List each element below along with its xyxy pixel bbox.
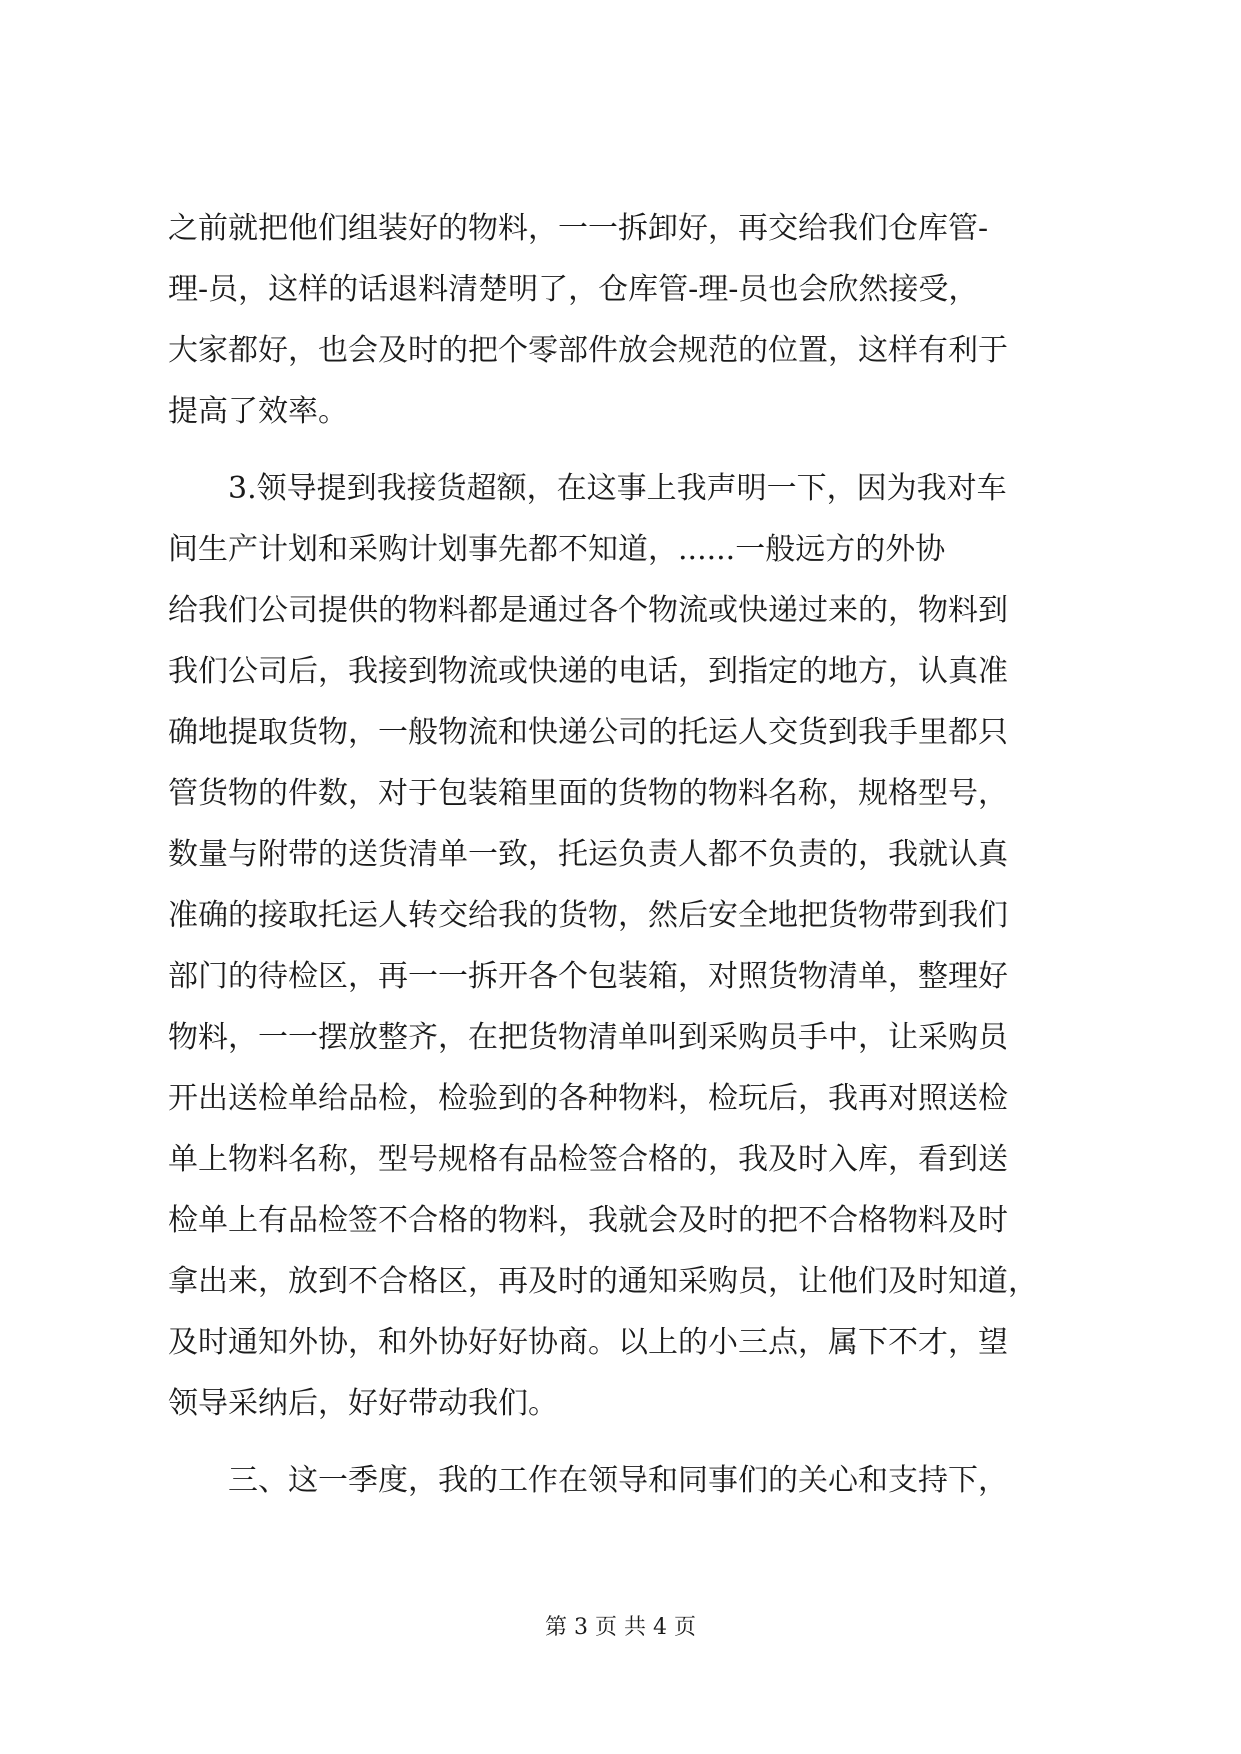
text-line: 检单上有品检签不合格的物料，我就会及时的把不合格物料及时 xyxy=(168,1203,1008,1238)
text-line: 管货物的件数，对于包装箱里面的货物的物料名称，规格型号， xyxy=(168,776,1008,811)
text-line: 物料，一一摆放整齐，在把货物清单叫到采购员手中，让采购员 xyxy=(168,1020,1008,1055)
text-line: 数量与附带的送货清单一致，托运负责人都不负责的，我就认真 xyxy=(168,837,1008,872)
text-line: 拿出来，放到不合格区，再及时的通知采购员，让他们及时知道， xyxy=(168,1264,1038,1299)
text-line: 单上物料名称，型号规格有品检签合格的，我及时入库，看到送 xyxy=(168,1142,1008,1177)
text-line: 及时通知外协，和外协好好协商。以上的小三点，属下不才，望 xyxy=(168,1325,1008,1360)
text-line: 之前就把他们组装好的物料，一一拆卸好，再交给我们仓库管- xyxy=(168,211,989,246)
text-line: 领导采纳后，好好带动我们。 xyxy=(168,1386,558,1421)
text-line: 部门的待检区，再一一拆开各个包装箱，对照货物清单，整理好 xyxy=(168,959,1008,994)
text-line: 我们公司后，我接到物流或快递的电话，到指定的地方，认真准 xyxy=(168,654,1008,689)
text-line: 开出送检单给品检，检验到的各种物料，检玩后，我再对照送检 xyxy=(168,1081,1008,1116)
text-line: 准确的接取托运人转交给我的货物，然后安全地把货物带到我们 xyxy=(168,898,1008,933)
paragraph-first-line: 3.领导提到我接货超额，在这事上我声明一下，因为我对车 xyxy=(228,471,1007,506)
page-number: 第 3 页 共 4 页 xyxy=(545,1615,696,1640)
document-body xyxy=(168,198,1088,1511)
text-line: 大家都好，也会及时的把个零部件放会规范的位置，这样有利于 xyxy=(168,333,1008,368)
paragraph-first-line: 三、这一季度，我的工作在领导和同事们的关心和支持下， xyxy=(228,1463,1008,1498)
page-footer xyxy=(0,1610,1241,1641)
text-line: 理-员，这样的话退料清楚明了，仓库管-理-员也会欣然接受， xyxy=(168,272,979,307)
text-line: 间生产计划和采购计划事先都不知道，......一般远方的外协 xyxy=(168,532,946,567)
text-line: 提高了效率。 xyxy=(168,394,348,429)
text-line: 给我们公司提供的物料都是通过各个物流或快递过来的，物料到 xyxy=(168,593,1008,628)
text-line: 确地提取货物，一般物流和快递公司的托运人交货到我手里都只 xyxy=(168,715,1008,750)
